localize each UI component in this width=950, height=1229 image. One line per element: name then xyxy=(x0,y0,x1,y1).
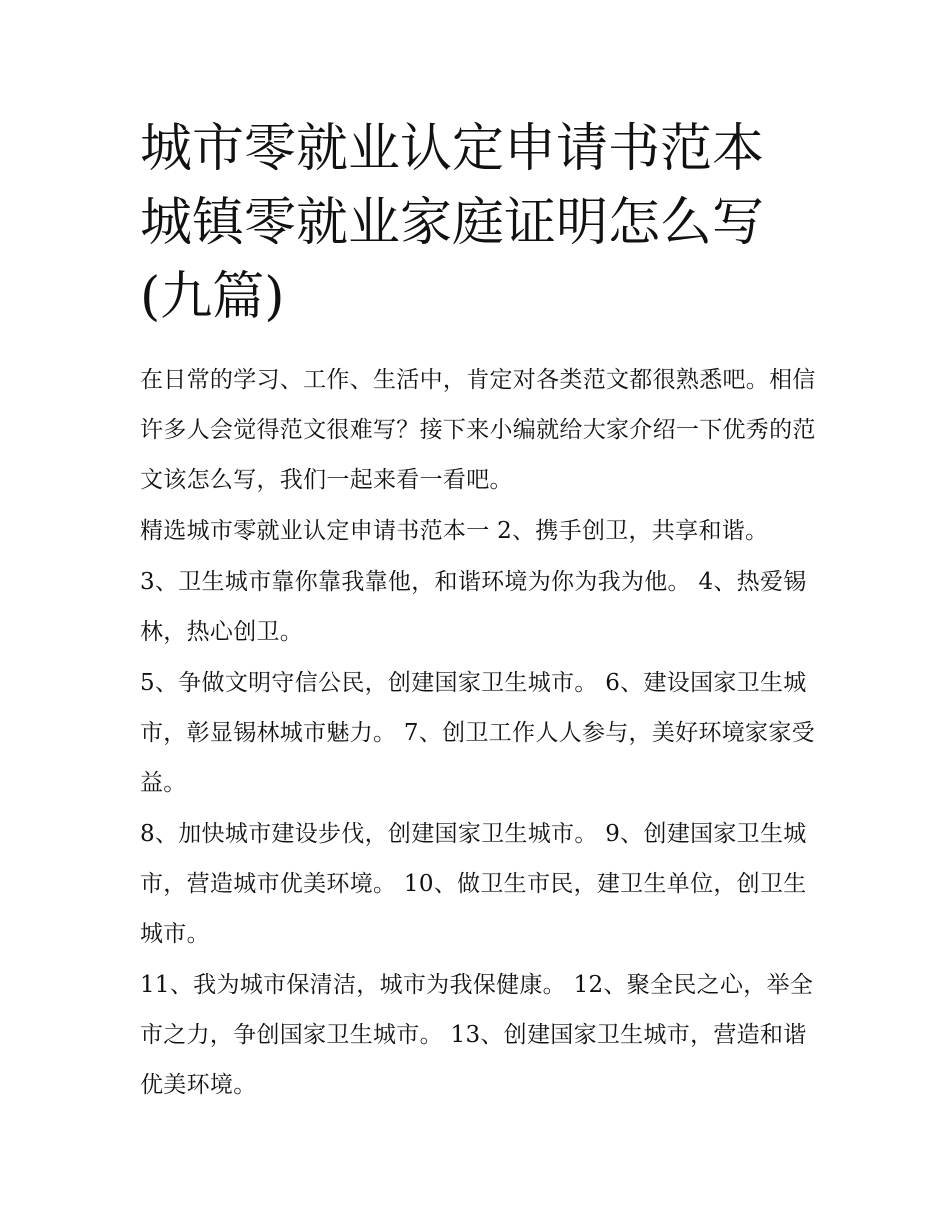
document-body xyxy=(140,355,820,1111)
paragraph-5: 8、加快城市建设步伐，创建国家卫生城市。 9、创建国家卫生城市，营造城市优美环境。 10、做卫生市民，建卫生单位，创卫生城市。 xyxy=(140,821,807,947)
paragraph-intro: 在日常的学习、工作、生活中，肯定对各类范文都很熟悉吧。相信许多人会觉得范文很难写？接下来小编就给大家介绍一下优秀的范文该怎么写，我们一起来看一看吧。 xyxy=(140,367,816,493)
paragraph-4: 5、争做文明守信公民，创建国家卫生城市。 6、建设国家卫生城市，彰显锡林城市魅力。 7、创卫工作人人参与，美好环境家家受益。 xyxy=(140,670,815,796)
paragraph-6: 11、我为城市保清洁，城市为我保健康。 12、聚全民之心，举全市之力，争创国家卫生城市。 13、创建国家卫生城市，营造和谐优美环境。 xyxy=(140,972,814,1098)
paragraph-3: 3、卫生城市靠你靠我靠他，和谐环境为你为我为他。 4、热爱锡林，热心创卫。 xyxy=(140,569,807,645)
document-title: 城市零就业认定申请书范本 城镇零就业家庭证明怎么写(九篇) xyxy=(140,119,765,327)
paragraph-2: 精选城市零就业认定申请书范本一 2、携手创卫，共享和谐。 xyxy=(140,518,769,544)
